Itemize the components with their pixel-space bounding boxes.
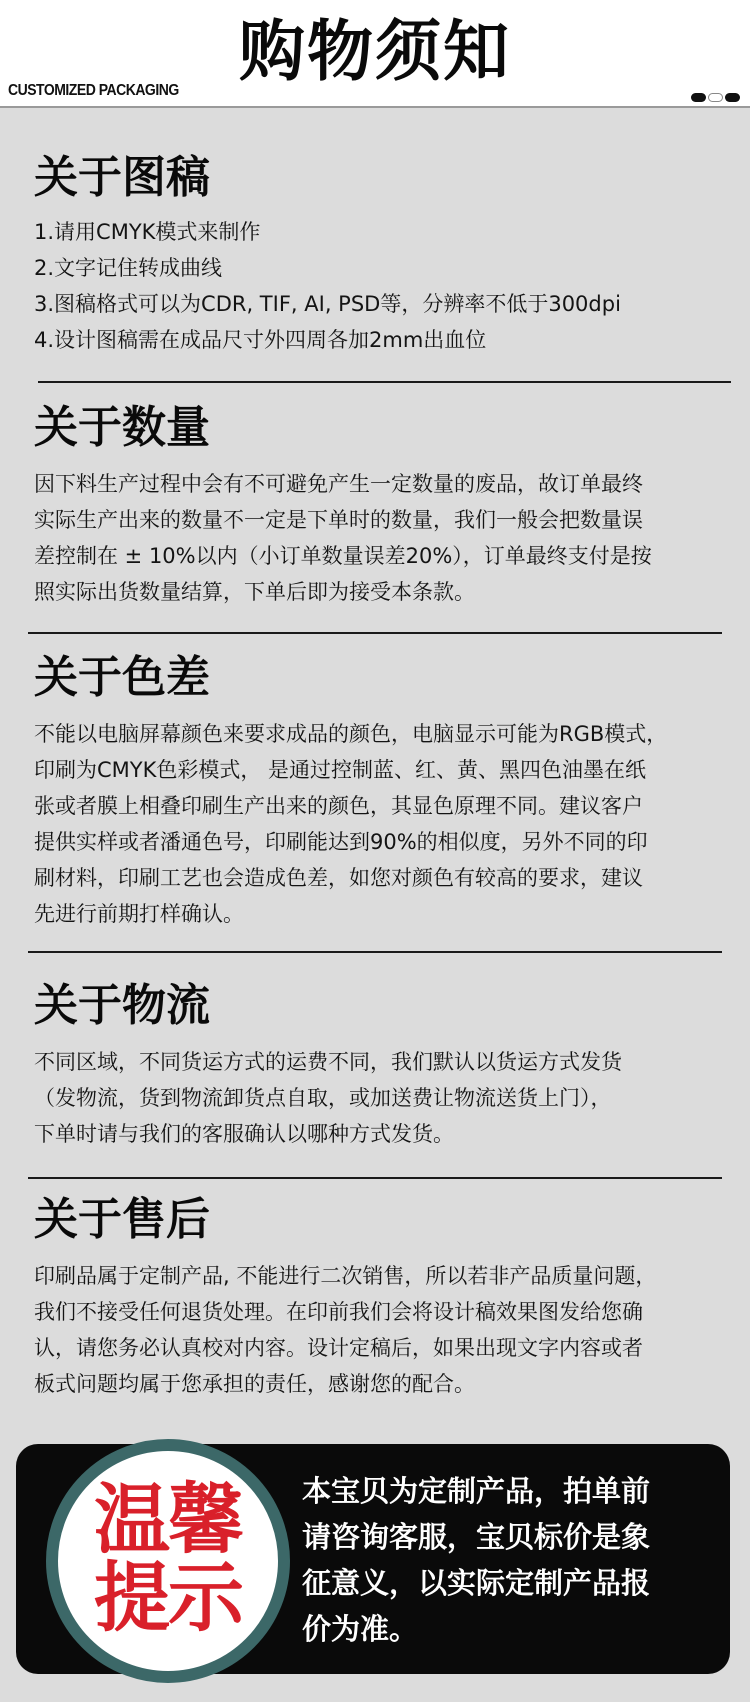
section-after-sales	[34, 1192, 734, 1402]
text-line: 我们不接受任何退货处理。在印前我们会将设计稿效果图发给您确	[34, 1300, 643, 1324]
text-line: 不同区域，不同货运方式的运费不同，我们默认以货运方式发货	[34, 1050, 622, 1074]
page-title: 购物须知	[239, 13, 511, 90]
text-line: 1.请用CMYK模式来制作	[34, 220, 261, 244]
dot-icon	[691, 93, 706, 102]
section-divider	[38, 381, 731, 383]
stamp-line: 温馨	[94, 1475, 242, 1564]
text-line: 实际生产出来的数量不一定是下单时的数量，我们一般会把数量误	[34, 508, 643, 532]
page-header	[0, 0, 750, 108]
text-line: 因下料生产过程中会有不可避免产生一定数量的废品，故订单最终	[34, 472, 643, 496]
section-logistics	[34, 978, 734, 1152]
dot-icon	[725, 93, 740, 102]
text-line: 印刷为CMYK色彩模式， 是通过控制蓝、红、黄、黑四色油墨在纸	[34, 758, 647, 782]
notice-line: 价为准。	[302, 1612, 419, 1646]
notice-line: 本宝贝为定制产品，拍单前	[302, 1474, 651, 1508]
section-color-difference	[34, 650, 734, 932]
notice-line: 征意义，以实际定制产品报	[302, 1566, 651, 1600]
text-line: 下单时请与我们的客服确认以哪种方式发货。	[34, 1122, 454, 1146]
section-artwork	[34, 150, 734, 358]
brand-tagline: CUSTOMIZED PACKAGING	[8, 80, 179, 99]
text-line: 不能以电脑屏幕颜色来要求成品的颜色，电脑显示可能为RGB模式，	[34, 722, 668, 746]
notice-banner	[16, 1444, 730, 1674]
section-title: 关于售后	[34, 1194, 210, 1245]
section-title: 关于物流	[34, 980, 210, 1031]
stamp-line: 提示	[94, 1553, 242, 1642]
text-line: 3.图稿格式可以为CDR, TIF, AI, PSD等，分辨率不低于300dpi	[34, 292, 621, 316]
text-line: 张或者膜上相叠印刷生产出来的颜色，其显色原理不同。建议客户	[34, 794, 643, 818]
text-line: 刷材料，印刷工艺也会造成色差，如您对颜色有较高的要求，建议	[34, 866, 643, 890]
text-line: 2.文字记住转成曲线	[34, 256, 223, 280]
text-line: （发物流，货到物流卸货点自取，或加送费让物流送货上门），	[34, 1086, 612, 1110]
pager-dots	[691, 93, 740, 102]
section-title: 关于数量	[34, 402, 210, 453]
section-title: 关于色差	[34, 652, 210, 703]
text-line: 认，请您务必认真校对内容。设计定稿后，如果出现文字内容或者	[34, 1336, 643, 1360]
notice-line: 请咨询客服，宝贝标价是象	[302, 1520, 651, 1554]
text-line: 先进行前期打样确认。	[34, 902, 244, 926]
text-line: 照实际出货数量结算，下单后即为接受本条款。	[34, 580, 475, 604]
text-line: 提供实样或者潘通色号，印刷能达到90%的相似度，另外不同的印	[34, 830, 648, 854]
text-line: 板式问题均属于您承担的责任，感谢您的配合。	[34, 1372, 475, 1396]
text-line: 4.设计图稿需在成品尺寸外四周各加2mm出血位	[34, 328, 487, 352]
notice-message	[302, 1468, 712, 1652]
notice-stamp-text	[58, 1475, 278, 1642]
dot-outline-icon	[708, 93, 723, 102]
text-line: 印刷品属于定制产品, 不能进行二次销售，所以若非产品质量问题，	[34, 1264, 657, 1288]
section-quantity	[34, 400, 734, 610]
text-line: 差控制在 ± 10%以内（小订单数量误差20%），订单最终支付是按	[34, 544, 652, 568]
section-divider	[28, 1177, 722, 1179]
section-title: 关于图稿	[34, 152, 210, 203]
notice-stamp-badge	[46, 1439, 290, 1683]
section-divider	[28, 951, 722, 953]
section-divider	[28, 632, 722, 634]
